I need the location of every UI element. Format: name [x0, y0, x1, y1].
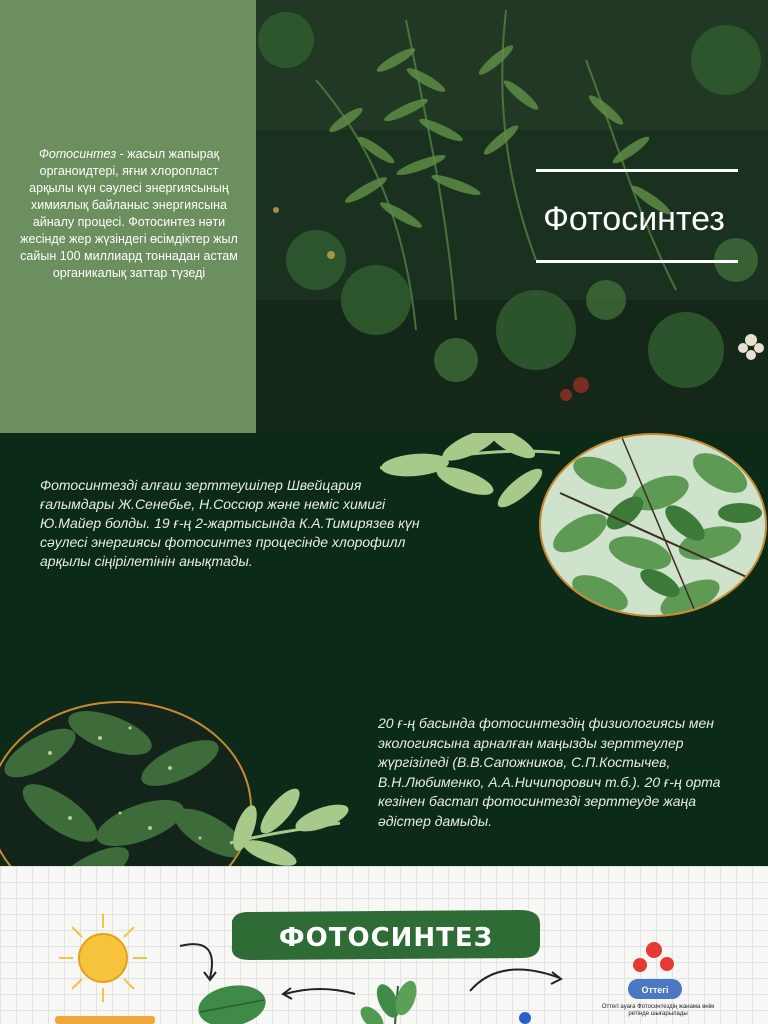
slide-history — [0, 433, 768, 866]
oxygen-dots — [633, 942, 674, 972]
slide-title: Фотосинтез — [543, 200, 725, 238]
plant-icon — [356, 978, 420, 1024]
sun-icon — [59, 914, 147, 1002]
definition-term: Фотосинтез — [38, 147, 117, 161]
leaf-icon-left — [195, 980, 269, 1024]
definition-panel — [0, 0, 256, 433]
oxygen-bubble-label: Оттегі — [641, 985, 669, 995]
definition-text — [16, 146, 242, 282]
history-paragraph-2: 20 ғ-ң басында фотосинтездің физиологиясы мен экологиясына арналған маңызды зерттеулер жүргізіледі (В.В.Сапожников, С.П.Костычев, В.Н.Любименко, А.А.Ничипорович т.б.). 20 ғ-ң орта кезінен бастап фотосинтезді зерттеуде жаңа әдістер дамыды. — [378, 715, 721, 829]
banner-text: ФОТОСИНТЕЗ — [278, 923, 494, 953]
title-bottom-rule — [536, 260, 738, 263]
oxygen-caption: Оттегі ауаға Фотосинтездің жанама өнім ретінде шығарылады — [601, 1004, 715, 1017]
photosynthesis-diagram — [0, 866, 768, 1024]
title-top-rule — [536, 169, 738, 172]
oxygen-bubble — [628, 979, 682, 999]
leaves-photo-bottom — [0, 693, 260, 866]
leaves-photo-top — [530, 433, 768, 624]
definition-body: - жасыл жапырақ органоидтері, яғни хлоропласт арқылы күн сәулесі энергиясының химиялық байланыс энергиясына айналу процесі. Фотосинтез нәти жесінде жер жүзіндегі өсімдіктер жыл сайын 100 миллиард тоннадан астам органикалық заттар түзеді — [20, 147, 238, 280]
slide-diagram — [0, 866, 768, 1024]
slide-intro — [0, 0, 768, 433]
history-paragraph-1: Фотосинтезді алғаш зерттеушілер Швейцария ғалымдары Ж.Сенебье, Н.Соссюр және неміс химигі Ю.Майер болды. 19 ғ-ң 2-жартысында К.А.Тимирязев күн сәулесі энергиясы фотосинтез процесінде хлорофилл арқылы сіңірілетінін анықтады. — [40, 477, 420, 569]
